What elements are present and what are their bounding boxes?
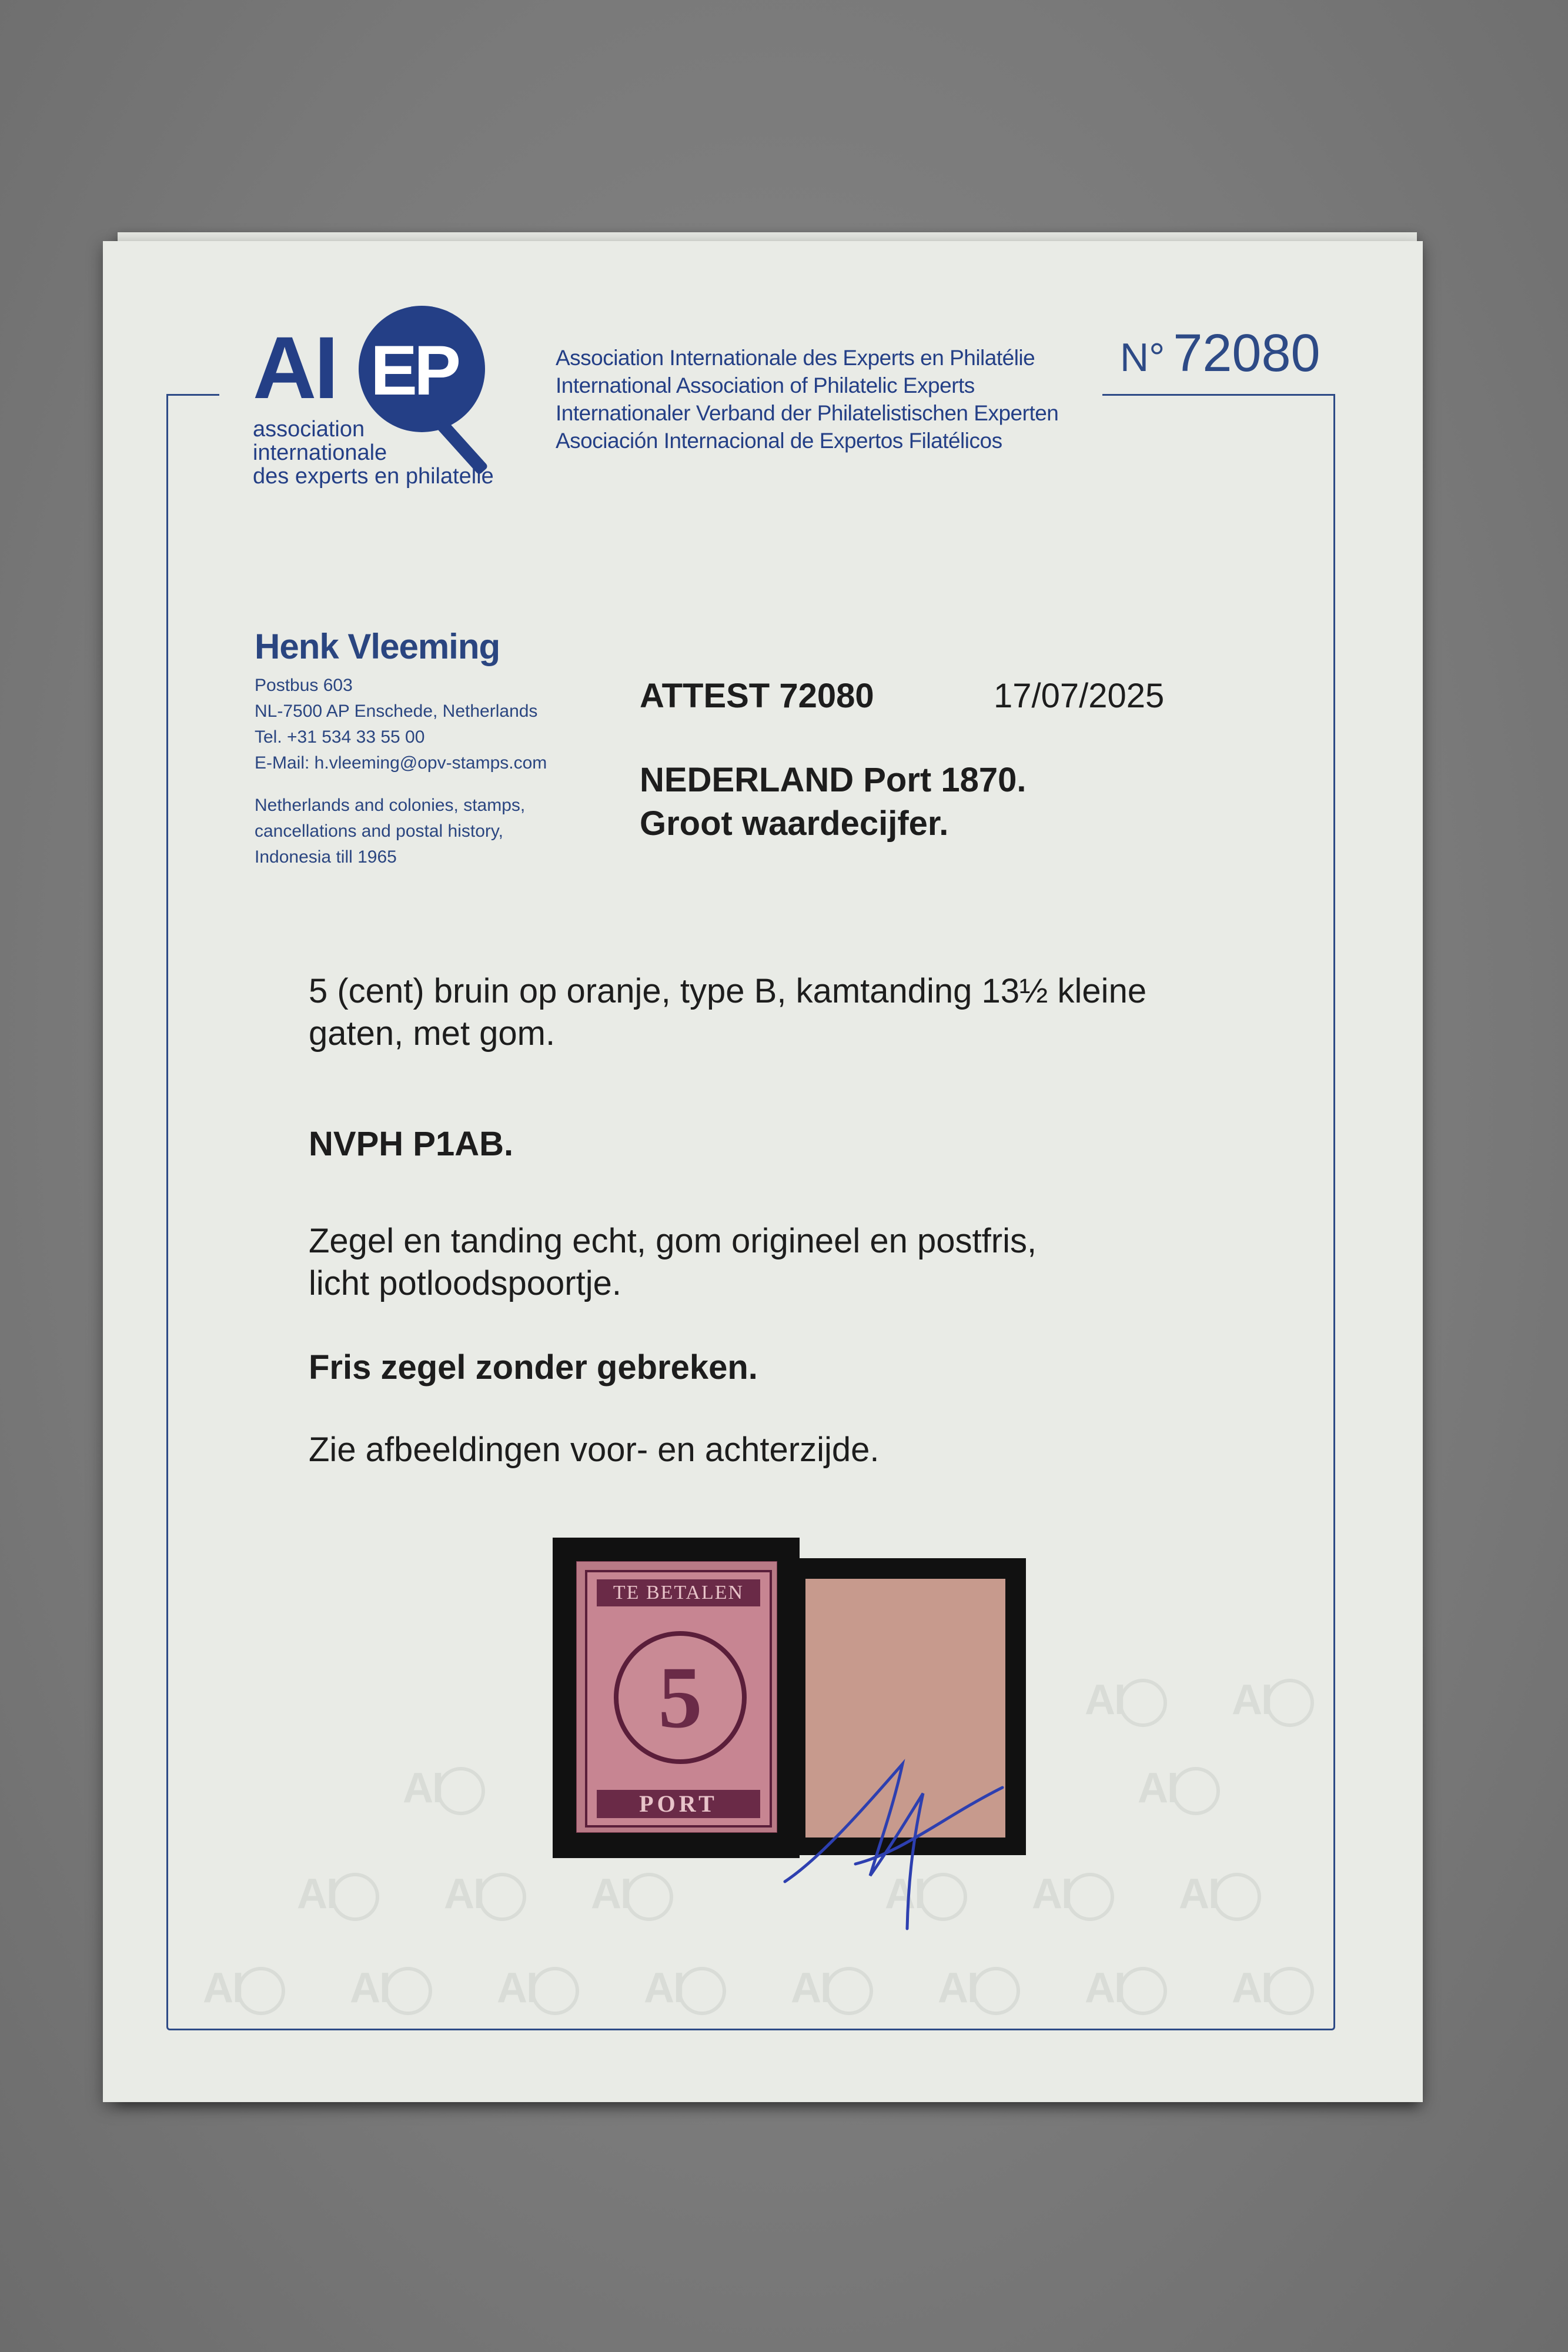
logo-subtitle: association internationale des experts en philatelie bbox=[253, 417, 494, 489]
logo-ep-text: EP bbox=[370, 331, 458, 410]
certificate-number bbox=[1120, 323, 1320, 384]
signature-icon bbox=[767, 1729, 1014, 1940]
watermark-logo: AI bbox=[444, 1870, 526, 1921]
frame-top-left-segment bbox=[166, 394, 219, 396]
expert-specialty-line: cancellations and postal history, bbox=[255, 821, 504, 841]
description-line: gaten, met gom. bbox=[309, 1014, 556, 1053]
association-name-de: Internationaler Verband der Philatelistischen Experten bbox=[556, 401, 1059, 425]
attest-date: 17/07/2025 bbox=[994, 677, 1165, 715]
attest-number: ATTEST 72080 bbox=[640, 677, 874, 715]
expert-address-line: Postbus 603 bbox=[255, 676, 353, 695]
stamp-value-circle bbox=[614, 1631, 747, 1764]
watermark-logo: AI bbox=[1085, 1964, 1167, 2015]
aiep-logo bbox=[253, 306, 535, 500]
condition-line: licht potloodspoortje. bbox=[309, 1264, 621, 1302]
stamp-top-label: TE BETALEN bbox=[597, 1579, 760, 1606]
watermark-logo: AI bbox=[644, 1964, 726, 2015]
watermark-logo: AI bbox=[297, 1870, 379, 1921]
watermark-logo: AI bbox=[1138, 1764, 1220, 1815]
watermark-logo: AI bbox=[1179, 1870, 1261, 1921]
association-names bbox=[556, 344, 1058, 455]
images-note: Zie afbeeldingen voor- en achterzijde. bbox=[309, 1431, 880, 1469]
condition-text bbox=[309, 1220, 1037, 1305]
certificate-number-value: 72080 bbox=[1173, 324, 1320, 383]
watermark-logo: AI bbox=[1232, 1964, 1314, 2015]
association-name-es: Asociación Internacional de Expertos Filatélicos bbox=[556, 429, 1002, 453]
catalogue-number: NVPH P1AB. bbox=[309, 1125, 514, 1163]
stamp-bottom-label: PORT bbox=[597, 1790, 760, 1818]
stamp-front-image bbox=[553, 1538, 800, 1858]
expert-email: E-Mail: h.vleeming@opv-stamps.com bbox=[255, 753, 547, 773]
country-issue bbox=[640, 759, 1026, 846]
stamp-front bbox=[576, 1561, 777, 1833]
watermark-logo: AI bbox=[591, 1870, 673, 1921]
expert-phone: Tel. +31 534 33 55 00 bbox=[255, 727, 425, 747]
watermark-logo: AI bbox=[1032, 1870, 1114, 1921]
expert-address-line: NL-7500 AP Enschede, Netherlands bbox=[255, 701, 538, 721]
issue-line: Groot waardecijfer. bbox=[640, 804, 949, 843]
description-line: 5 (cent) bruin op oranje, type B, kamtanding 13½ kleine bbox=[309, 972, 1147, 1010]
expert-specialty-line: Netherlands and colonies, stamps, bbox=[255, 796, 526, 815]
association-name-fr: Association Internationale des Experts en Philatélie bbox=[556, 346, 1035, 370]
watermark-logo: AI bbox=[885, 1870, 967, 1921]
number-symbol: N° bbox=[1120, 335, 1165, 380]
stamp-design bbox=[585, 1570, 772, 1828]
country-line: NEDERLAND Port 1870. bbox=[640, 761, 1027, 799]
frame-top-right-segment bbox=[1102, 394, 1333, 396]
watermark-logo: AI bbox=[497, 1964, 579, 2015]
stamp-numeral: 5 bbox=[658, 1649, 703, 1746]
watermark-logo: AI bbox=[938, 1964, 1020, 2015]
watermark-logo: AI bbox=[1232, 1676, 1314, 1727]
expert-name: Henk Vleeming bbox=[255, 627, 500, 666]
watermark-logo: AI bbox=[403, 1764, 485, 1815]
expert-specialty-line: Indonesia till 1965 bbox=[255, 847, 397, 867]
condition-line: Zegel en tanding echt, gom origineel en postfris, bbox=[309, 1222, 1037, 1260]
watermark-logo: AI bbox=[1085, 1676, 1167, 1727]
logo-ai-text: AI bbox=[253, 318, 336, 417]
certificate-sheet bbox=[103, 241, 1423, 2102]
association-name-en: International Association of Philatelic Experts bbox=[556, 373, 975, 397]
watermark-logo: AI bbox=[350, 1964, 432, 2015]
expert-block bbox=[255, 626, 547, 870]
verdict: Fris zegel zonder gebreken. bbox=[309, 1348, 758, 1387]
watermark-logo: AI bbox=[791, 1964, 873, 2015]
watermark-logo: AI bbox=[203, 1964, 285, 2015]
stamp-description bbox=[309, 970, 1146, 1055]
